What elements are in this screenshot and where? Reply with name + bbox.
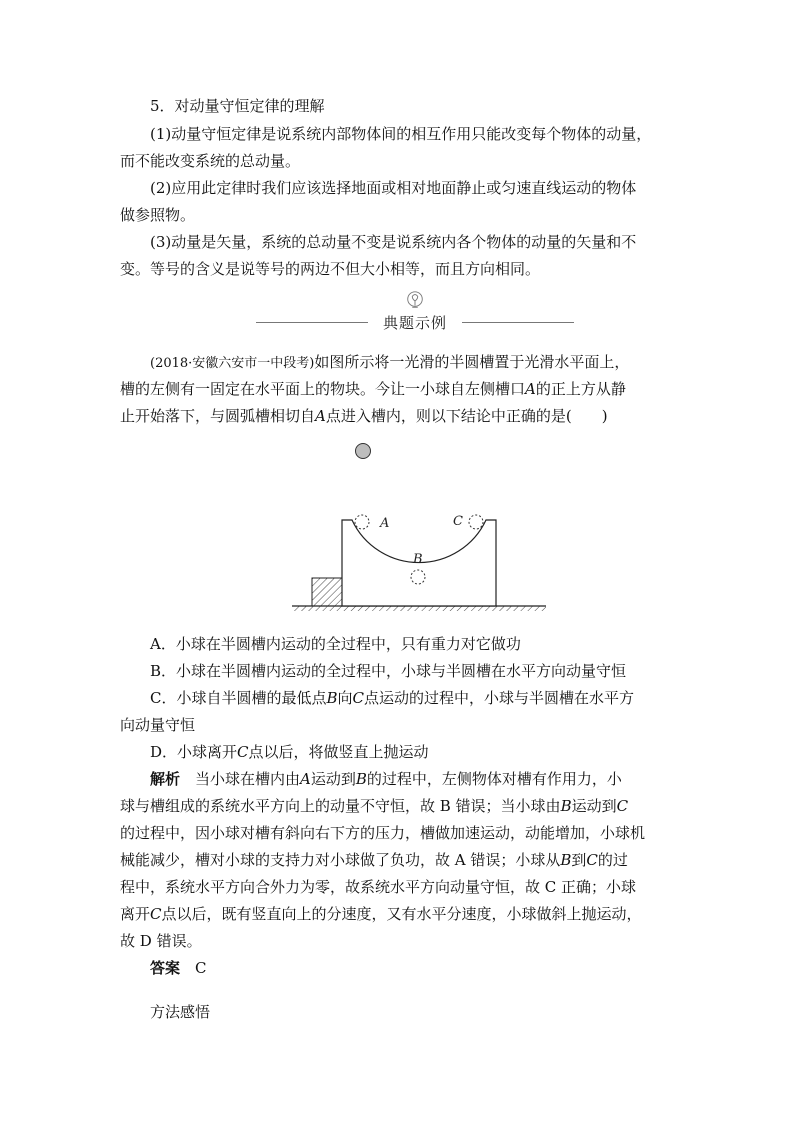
divider-rule-right — [462, 322, 574, 323]
option-c-line-2: 向动量守恒 — [120, 716, 196, 734]
ground-hatch — [292, 606, 546, 611]
paragraph-2-line-2: 做参照物。 — [120, 206, 196, 224]
analysis-line-3: 的过程中，因小球对槽有斜向右下方的压力，槽做加速运动，动能增加，小球机 — [120, 824, 646, 842]
label-b: B — [413, 552, 423, 567]
analysis-line-2: 球与槽组成的系统水平方向上的动量不守恒，故 B 错误；当小球由B运动到C — [120, 797, 629, 815]
paragraph-3-line-1: (3)动量是矢量，系统的总动量不变是说系统内各个物体的动量的矢量和不 — [150, 233, 637, 251]
question-line-3: 止开始落下，与圆弧槽相切自A点进入槽内，则以下结论中正确的是( ) — [120, 407, 608, 425]
answer-value: C — [195, 959, 207, 977]
divider-label: 典题示例 — [382, 314, 447, 332]
question-line-2: 槽的左侧有一固定在水平面上的物块。今让一小球自左侧槽口A的正上方从静 — [120, 380, 626, 398]
answer-line — [150, 958, 207, 978]
semicircle-trough-figure — [270, 430, 552, 620]
ball-position-c — [469, 515, 483, 529]
option-d: D．小球离开C点以后，将做竖直上抛运动 — [150, 743, 429, 761]
question-source: (2018·安徽六安市一中段考) — [150, 356, 315, 371]
analysis-line-6: 离开C点以后，既有竖直向上的分速度，又有水平分速度，小球做斜上抛运动， — [120, 905, 642, 923]
analysis-label: 解析 — [150, 770, 181, 788]
ball-position-a — [355, 515, 369, 529]
question-line-1: (2018·安徽六安市一中段考)如图所示将一光滑的半圆槽置于光滑水平面上， — [150, 353, 630, 371]
paragraph-1-line-2: 而不能改变系统的总动量。 — [120, 152, 301, 170]
answer-label: 答案 — [150, 959, 181, 977]
analysis-line-4: 械能减少，槽对小球的支持力对小球做了负功，故 A 错误；小球从B到C的过 — [120, 851, 628, 869]
section-heading: 5．对动量守恒定律的理解 — [150, 97, 325, 115]
fixed-block — [312, 578, 342, 606]
divider-rule-left — [256, 322, 368, 323]
label-c: C — [453, 514, 463, 529]
falling-ball — [356, 444, 371, 459]
option-c: C．小球自半圆槽的最低点B向C点运动的过程中，小球与半圆槽在水平方 — [150, 689, 635, 707]
option-a: A．小球在半圆槽内运动的全过程中，只有重力对它做功 — [150, 635, 521, 653]
analysis-line-5: 程中，系统水平方向合外力为零，故系统水平方向动量守恒，故 C 正确；小球 — [120, 878, 637, 896]
paragraph-3-line-2: 变。等号的含义是说等号的两边不但大小相等，而且方向相同。 — [120, 260, 541, 278]
analysis-line-7: 故 D 错误。 — [120, 932, 202, 950]
analysis-line-1: 解析 当小球在槽内由A运动到B的过程中，左侧物体对槽有作用力，小 — [150, 770, 622, 788]
label-a: A — [380, 516, 390, 531]
lightbulb-icon — [399, 290, 431, 310]
paragraph-1-line-1: (1)动量守恒定律是说系统内部物体间的相互作用只能改变每个物体的动量， — [150, 125, 652, 143]
method-title: 方法感悟 — [150, 1003, 211, 1021]
paragraph-2-line-1: (2)应用此定律时我们应该选择地面或相对地面静止或匀速直线运动的物体 — [150, 179, 637, 197]
example-divider — [256, 290, 574, 346]
option-b: B．小球在半圆槽内运动的全过程中，小球与半圆槽在水平方向动量守恒 — [150, 662, 627, 680]
